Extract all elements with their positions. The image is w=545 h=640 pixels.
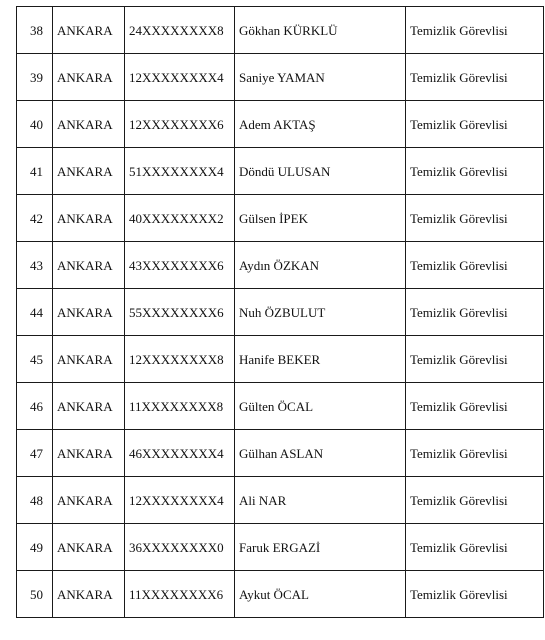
row-number: 44 — [17, 289, 53, 336]
table-row — [17, 571, 544, 618]
masked-id-cell: 51XXXXXXXX4 — [125, 148, 235, 195]
masked-id-cell: 43XXXXXXXX6 — [125, 242, 235, 289]
row-number: 40 — [17, 101, 53, 148]
city-cell: ANKARA — [53, 195, 125, 242]
city-cell: ANKARA — [53, 101, 125, 148]
row-number: 46 — [17, 383, 53, 430]
table-row — [17, 54, 544, 101]
person-name-cell: Döndü ULUSAN — [235, 148, 406, 195]
masked-id-cell: 11XXXXXXXX6 — [125, 571, 235, 618]
city-cell: ANKARA — [53, 383, 125, 430]
job-title-cell: Temizlik Görevlisi — [406, 101, 544, 148]
person-name-cell: Gülhan ASLAN — [235, 430, 406, 477]
job-title-cell: Temizlik Görevlisi — [406, 7, 544, 54]
masked-id-cell: 40XXXXXXXX2 — [125, 195, 235, 242]
row-number: 47 — [17, 430, 53, 477]
person-name-cell: Adem AKTAŞ — [235, 101, 406, 148]
table-row — [17, 477, 544, 524]
row-number: 48 — [17, 477, 53, 524]
personnel-table — [16, 6, 544, 618]
person-name-cell: Gülsen İPEK — [235, 195, 406, 242]
table-row — [17, 148, 544, 195]
masked-id-cell: 24XXXXXXXX8 — [125, 7, 235, 54]
job-title-cell: Temizlik Görevlisi — [406, 477, 544, 524]
masked-id-cell: 12XXXXXXXX4 — [125, 54, 235, 101]
table-row — [17, 7, 544, 54]
job-title-cell: Temizlik Görevlisi — [406, 430, 544, 477]
person-name-cell: Nuh ÖZBULUT — [235, 289, 406, 336]
person-name-cell: Faruk ERGAZİ — [235, 524, 406, 571]
row-number: 42 — [17, 195, 53, 242]
table-row — [17, 524, 544, 571]
row-number: 50 — [17, 571, 53, 618]
job-title-cell: Temizlik Görevlisi — [406, 383, 544, 430]
city-cell: ANKARA — [53, 148, 125, 195]
row-number: 41 — [17, 148, 53, 195]
row-number: 38 — [17, 7, 53, 54]
city-cell: ANKARA — [53, 571, 125, 618]
city-cell: ANKARA — [53, 430, 125, 477]
job-title-cell: Temizlik Görevlisi — [406, 54, 544, 101]
table-row — [17, 289, 544, 336]
table-row — [17, 336, 544, 383]
masked-id-cell: 11XXXXXXXX8 — [125, 383, 235, 430]
masked-id-cell: 36XXXXXXXX0 — [125, 524, 235, 571]
masked-id-cell: 55XXXXXXXX6 — [125, 289, 235, 336]
person-name-cell: Gökhan KÜRKLÜ — [235, 7, 406, 54]
row-number: 39 — [17, 54, 53, 101]
job-title-cell: Temizlik Görevlisi — [406, 195, 544, 242]
masked-id-cell: 12XXXXXXXX4 — [125, 477, 235, 524]
job-title-cell: Temizlik Görevlisi — [406, 148, 544, 195]
row-number: 43 — [17, 242, 53, 289]
masked-id-cell: 12XXXXXXXX6 — [125, 101, 235, 148]
row-number: 45 — [17, 336, 53, 383]
masked-id-cell: 46XXXXXXXX4 — [125, 430, 235, 477]
city-cell: ANKARA — [53, 242, 125, 289]
city-cell: ANKARA — [53, 524, 125, 571]
table-row — [17, 195, 544, 242]
city-cell: ANKARA — [53, 477, 125, 524]
city-cell: ANKARA — [53, 336, 125, 383]
person-name-cell: Hanife BEKER — [235, 336, 406, 383]
job-title-cell: Temizlik Görevlisi — [406, 524, 544, 571]
person-name-cell: Ali NAR — [235, 477, 406, 524]
person-name-cell: Saniye YAMAN — [235, 54, 406, 101]
job-title-cell: Temizlik Görevlisi — [406, 289, 544, 336]
table-row — [17, 383, 544, 430]
city-cell: ANKARA — [53, 289, 125, 336]
table-row — [17, 242, 544, 289]
city-cell: ANKARA — [53, 7, 125, 54]
city-cell: ANKARA — [53, 54, 125, 101]
row-number: 49 — [17, 524, 53, 571]
job-title-cell: Temizlik Görevlisi — [406, 242, 544, 289]
person-name-cell: Gülten ÖCAL — [235, 383, 406, 430]
person-name-cell: Aykut ÖCAL — [235, 571, 406, 618]
table-row — [17, 101, 544, 148]
job-title-cell: Temizlik Görevlisi — [406, 571, 544, 618]
job-title-cell: Temizlik Görevlisi — [406, 336, 544, 383]
masked-id-cell: 12XXXXXXXX8 — [125, 336, 235, 383]
person-name-cell: Aydın ÖZKAN — [235, 242, 406, 289]
table-row — [17, 430, 544, 477]
